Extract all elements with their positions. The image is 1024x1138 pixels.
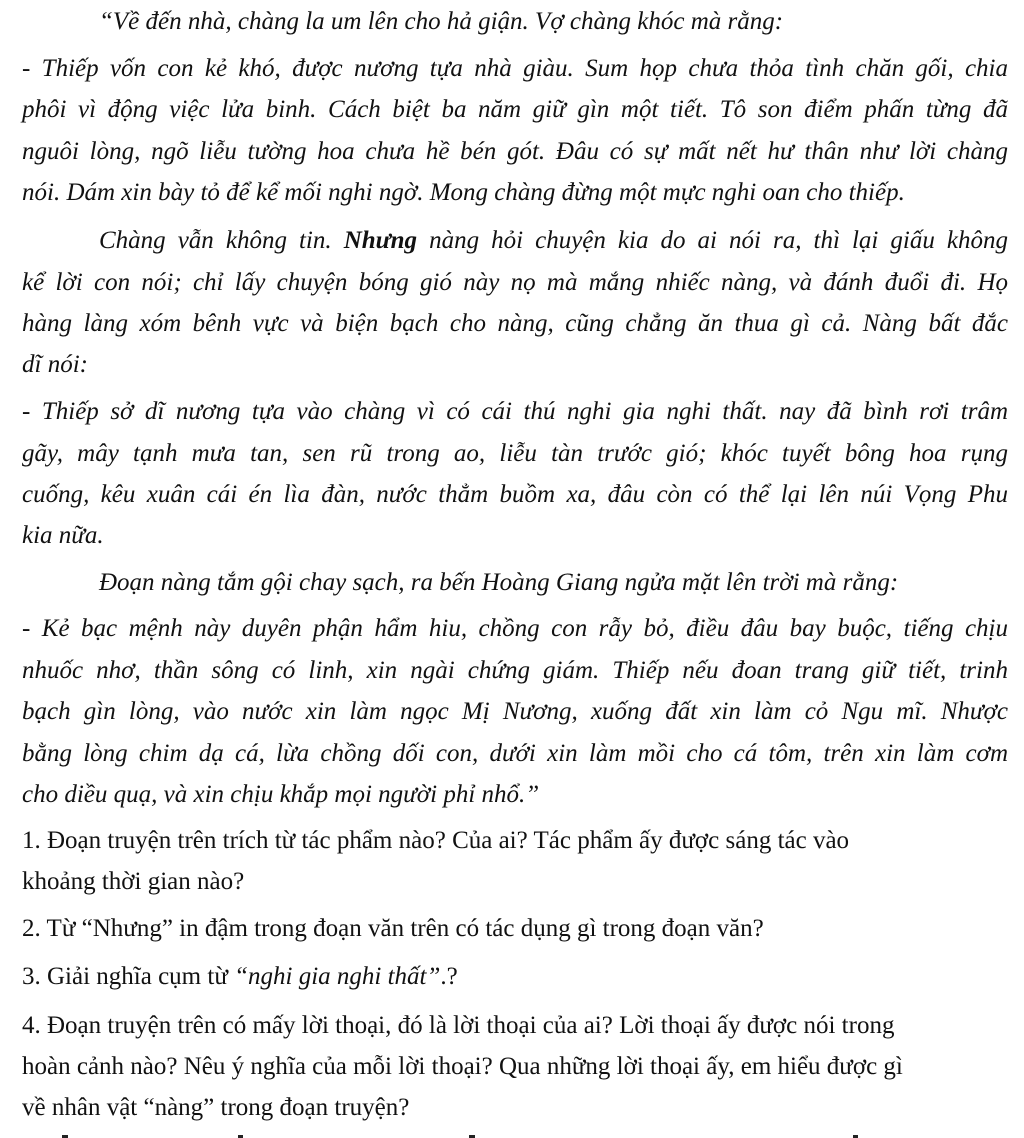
passage-line: “Về đến nhà, chàng la um lên cho hả giận. Vợ chàng khóc mà rằng: <box>99 8 784 35</box>
passage-line: nói. Dám xin bày tỏ để kể mối nghi ngờ. Mong chàng đừng một mực nghi oan cho thiếp. <box>22 179 905 206</box>
question-1: 1. Đoạn truyện trên trích từ tác phẩm nào? Của ai? Tác phẩm ấy được sáng tác vào <box>22 827 850 854</box>
question-3-end: .? <box>440 963 458 990</box>
passage-line: dĩ nói: <box>22 351 88 378</box>
question-2: 2. Từ “Nhưng” in đậm trong đoạn văn trên có tác dụng gì trong đoạn văn? <box>22 915 764 942</box>
passage-line: gãy, mây tạnh mưa tan, sen rũ trong ao, liễu tàn trước gió; khóc tuyết bông hoa rụng <box>22 440 1008 467</box>
passage-line: kia nữa. <box>22 522 104 549</box>
passage-line: phôi vì động việc lửa binh. Cách biệt ba năm giữ gìn một tiết. Tô son điểm phấn từng đã <box>22 96 1008 123</box>
cut-off-next-line <box>0 1131 1024 1138</box>
passage-line: cho diều quạ, và xin chịu khắp mọi người phỉ nhổ.” <box>22 781 540 808</box>
passage-line: - Thiếp sở dĩ nương tựa vào chàng vì có cái thú nghi gia nghi thất. nay đã bình rơi trâm <box>22 398 1008 425</box>
passage-line: bạch gìn lòng, vào nước xin làm ngọc Mị Nương, xuống đất xin làm cỏ Ngu mĩ. Nhược <box>22 698 1008 725</box>
passage-line: Đoạn nàng tắm gội chay sạch, ra bến Hoàng Giang ngửa mặt lên trời mà rằng: <box>99 569 899 596</box>
passage-line: - Thiếp vốn con kẻ khó, được nương tựa nhà giàu. Sum họp chưa thỏa tình chăn gối, chia <box>22 55 1008 82</box>
passage-line: nguôi lòng, ngõ liễu tường hoa chưa hề bén gót. Đâu có sự mất nết hư thân như lời chàng <box>22 138 1008 165</box>
passage-line: cuống, kêu xuân cái én lìa đàn, nước thẳm buồm xa, đâu còn có thể lại lên núi Vọng Phu <box>22 481 1008 508</box>
question-3-term: “nghi gia nghi thất” <box>234 963 441 990</box>
question-3 <box>22 961 458 993</box>
question-4: 4. Đoạn truyện trên có mấy lời thoại, đó là lời thoại của ai? Lời thoại ấy được nói trong <box>22 1012 895 1039</box>
question-4-cont: hoàn cảnh nào? Nêu ý nghĩa của mỗi lời thoại? Qua những lời thoại ấy, em hiểu được gì <box>22 1053 903 1080</box>
question-3-text: 3. Giải nghĩa cụm từ <box>22 963 228 990</box>
bold-word-nhung: Nhưng <box>343 227 418 254</box>
question-1-cont: khoảng thời gian nào? <box>22 868 245 895</box>
question-4-cont: về nhân vật “nàng” trong đoạn truyện? <box>22 1094 410 1121</box>
passage-text: Chàng vẫn không tin. <box>99 227 332 254</box>
passage-line: kể lời con nói; chỉ lấy chuyện bóng gió này nọ mà mắng nhiếc nàng, và đánh đuổi đi. Họ <box>22 269 1008 296</box>
passage-line: nhuốc nhơ, thần sông có linh, xin ngài chứng giám. Thiếp nếu đoan trang giữ tiết, trinh <box>22 657 1008 684</box>
passage-line: - Kẻ bạc mệnh này duyên phận hẩm hiu, chồng con rẫy bỏ, điều đâu bay buộc, tiếng chịu <box>22 615 1008 642</box>
passage-line: bằng lòng chim dạ cá, lừa chồng dối con, dưới xin làm mồi cho cá tôm, trên xin làm cơm <box>22 740 1008 767</box>
passage-text: nàng hỏi chuyện kia do ai nói ra, thì lại giấu không <box>429 227 1009 254</box>
passage-line <box>99 225 1008 257</box>
passage-line: hàng làng xóm bênh vực và biện bạch cho nàng, cũng chẳng ăn thua gì cả. Nàng bất đắc <box>22 310 1008 337</box>
